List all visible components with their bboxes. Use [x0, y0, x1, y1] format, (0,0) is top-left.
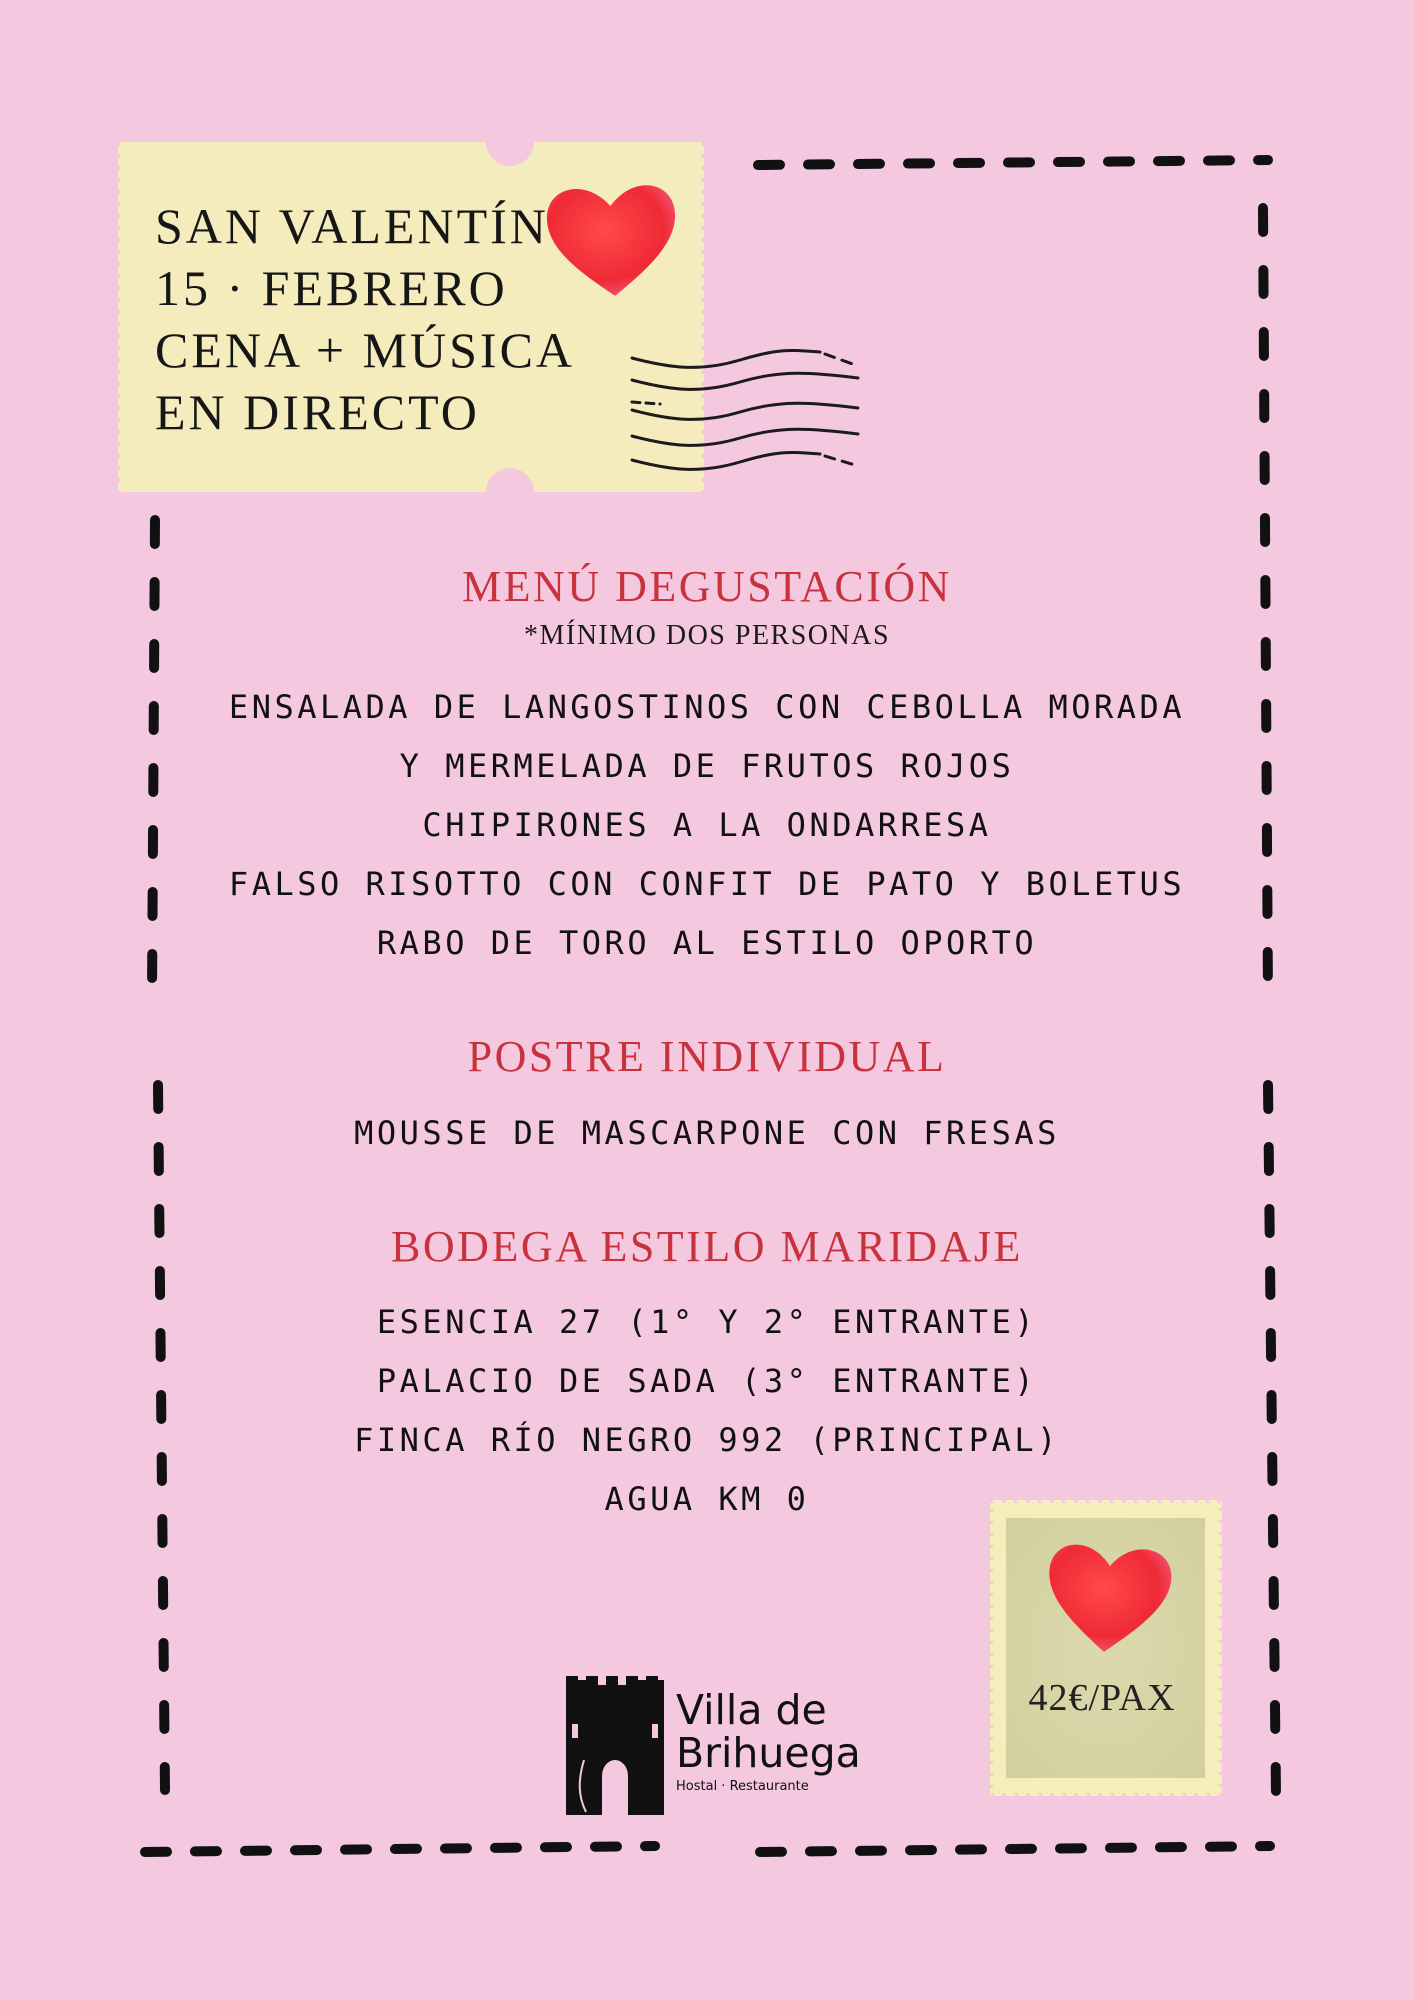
- dessert-list: [0, 1104, 1414, 1163]
- menu-list: [0, 678, 1414, 973]
- logo-name-line2: Brihuega: [676, 1729, 861, 1777]
- menu-note: *MÍNIMO DOS PERSONAS: [523, 620, 891, 651]
- list-item: CHIPIRONES A LA ONDARRESA: [422, 806, 992, 844]
- wine-title: BODEGA ESTILO MARIDAJE: [391, 1222, 1023, 1271]
- list-item: ESENCIA 27 (1° Y 2° ENTRANTE): [376, 1303, 1038, 1341]
- dessert-title: POSTRE INDIVIDUAL: [467, 1032, 947, 1081]
- ticket-line-date: 15 · FEBRERO: [155, 260, 508, 316]
- ticket-text: [155, 195, 575, 443]
- logo-tagline: Hostal · Restaurante: [676, 1779, 809, 1794]
- ticket-line-event: CENA + MÚSICA: [155, 322, 576, 378]
- list-item: Y MERMELADA DE FRUTOS ROJOS: [399, 747, 1015, 785]
- list-item: FINCA RÍO NEGRO 992 (PRINCIPAL): [354, 1421, 1060, 1459]
- logo-name-line1: Villa de: [676, 1686, 827, 1734]
- logo: [676, 1686, 861, 1794]
- list-item: FALSO RISOTTO CON CONFIT DE PATO Y BOLETUS: [228, 865, 1186, 903]
- list-item: ENSALADA DE LANGOSTINOS CON CEBOLLA MORADA: [228, 688, 1186, 726]
- list-item: PALACIO DE SADA (3° ENTRANTE): [376, 1362, 1038, 1400]
- list-item: AGUA KM 0: [604, 1480, 810, 1518]
- menu-title: MENÚ DEGUSTACIÓN: [462, 562, 952, 611]
- list-item: MOUSSE DE MASCARPONE CON FRESAS: [354, 1114, 1060, 1152]
- list-item: RABO DE TORO AL ESTILO OPORTO: [376, 924, 1038, 962]
- wine-list: [0, 1293, 1414, 1529]
- price-label: 42€/PAX: [1028, 1677, 1176, 1719]
- ticket-line-title: SAN VALENTÍN: [155, 198, 549, 254]
- ticket-line-event-2: EN DIRECTO: [155, 384, 480, 440]
